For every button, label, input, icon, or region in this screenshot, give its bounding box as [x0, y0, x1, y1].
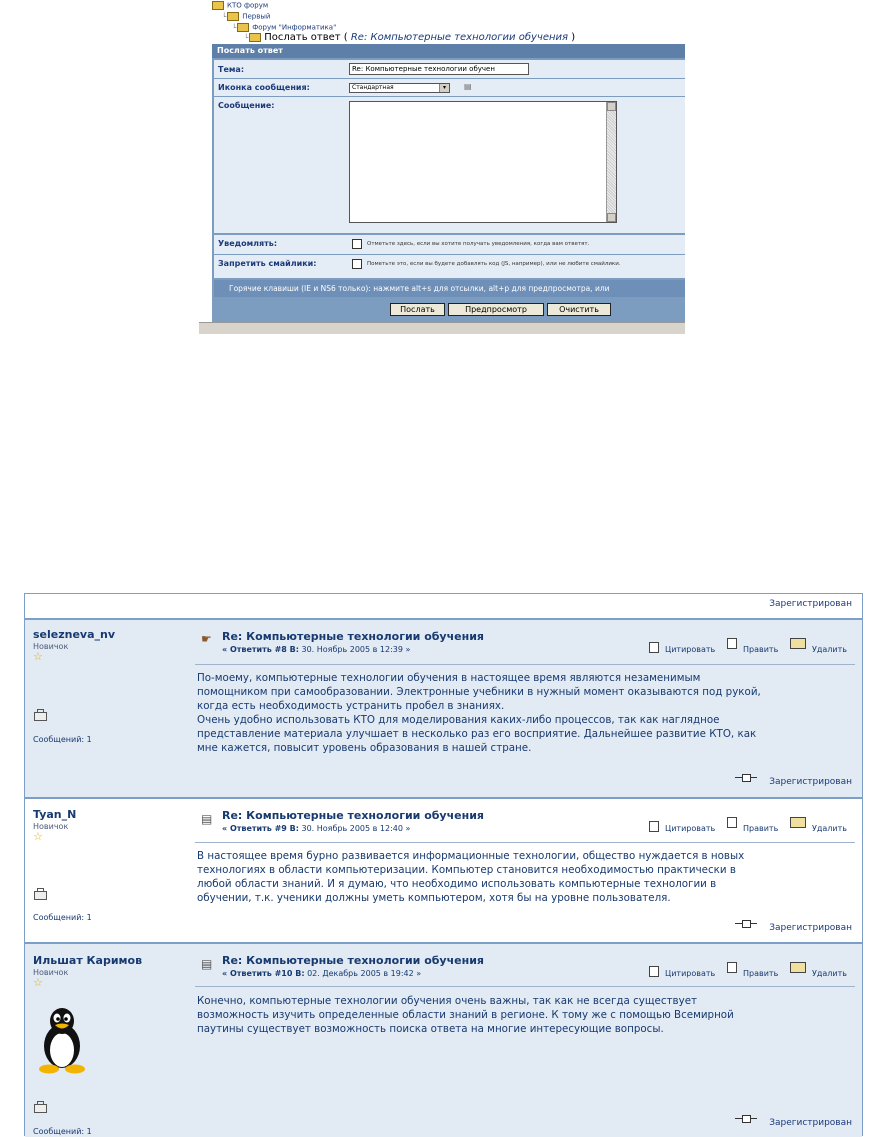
message-label: Сообщение:: [218, 101, 275, 110]
author-rank: Новичок: [33, 822, 69, 831]
post-author[interactable]: Ильшат Каримов: [33, 954, 143, 967]
quote-link[interactable]: Цитировать: [665, 969, 716, 978]
clear-button[interactable]: Очистить: [547, 303, 611, 316]
registered-label: Зарегистрирован: [769, 777, 852, 787]
edit-icon[interactable]: [727, 638, 737, 649]
rank-star-icon: ☆: [33, 830, 43, 843]
page-title: └ Послать ответ ( Re: Компьютерные технологии обучения ): [244, 32, 576, 43]
delete-icon[interactable]: [790, 638, 806, 649]
folder-icon: [249, 33, 261, 42]
forum-post: [25, 620, 862, 797]
registered-label: Зарегистрирован: [769, 599, 852, 609]
post-body: По-моему, компьютерные технологии обучения в настоящее время являются незаменимым помощником при самообразовании. Электронные учебники в нужный момент оказываются под рукой, когда есть необходимость устранить пробел в знаниях. Очень удобно использовать КТО для моделирования каких-либо процессов, так как наглядное представление материала улучшает в несколько раз его восприятие. Дальнейшее развитие КТО, как мне кажется, повысит уровень образования в нашей стране.: [197, 672, 761, 754]
quote-link[interactable]: Цитировать: [665, 824, 716, 833]
edit-icon[interactable]: [727, 962, 737, 973]
post-author[interactable]: Tyan_N: [33, 808, 77, 821]
quote-icon[interactable]: [649, 821, 659, 832]
quote-link[interactable]: Цитировать: [665, 645, 716, 654]
breadcrumb-informatics[interactable]: └ Форум "Информатика": [232, 23, 337, 32]
delete-icon[interactable]: [790, 817, 806, 828]
registered-icon: [735, 919, 757, 928]
icon-preview-icon: ▤: [464, 82, 472, 91]
post-divider: [195, 986, 855, 987]
post-meta: « Ответить #9 В: 30. Ноябрь 2005 в 12:40 »: [222, 824, 411, 833]
nosmiley-row: [214, 255, 685, 278]
reply-link[interactable]: « Ответить #10 В:: [222, 969, 305, 978]
reply-form: [212, 44, 685, 322]
folder-icon: [212, 1, 224, 10]
post-title[interactable]: Re: Компьютерные технологии обучения: [222, 954, 484, 967]
registered-label: Зарегистрирован: [769, 923, 852, 933]
window-bottom-edge: [199, 322, 685, 334]
subject-label: Тема:: [218, 65, 245, 74]
delete-icon[interactable]: [790, 962, 806, 973]
notify-label: Уведомлять:: [218, 239, 278, 248]
icon-label: Иконка сообщения:: [218, 83, 310, 92]
message-row: [214, 97, 685, 233]
reply-form-screenshot: [199, 0, 685, 334]
document-icon: ▤: [201, 957, 213, 971]
nosmiley-note: Пометьте это, если вы будете добавлять код (JS, например), или не любите смайлики.: [367, 261, 621, 267]
icon-row: [214, 79, 685, 96]
delete-link[interactable]: Удалить: [812, 969, 847, 978]
author-rank: Новичок: [33, 968, 69, 977]
post-meta: « Ответить #8 В: 30. Ноябрь 2005 в 12:39 »: [222, 645, 411, 654]
notify-row: [214, 235, 685, 254]
forum-post: [25, 799, 862, 942]
preview-button[interactable]: Предпросмотр: [448, 303, 544, 316]
notify-checkbox[interactable]: [352, 239, 362, 249]
registered-icon: [735, 1114, 757, 1123]
quote-icon[interactable]: [649, 642, 659, 653]
quote-icon[interactable]: [649, 966, 659, 977]
edit-link[interactable]: Править: [743, 645, 779, 654]
post-author[interactable]: selezneva_nv: [33, 628, 116, 641]
post-body: В настоящее время бурно развивается информационные технологии, общество нуждается в новых технологиях в области компьютеризации. Компьютер становится необходимостью практически в любой области знаний. И я думаю, что необходимо использовать компьютерные технологии в обучении, т.к. ученики должны уметь компьютером, хотя бы на уровне пользователя.: [197, 850, 745, 904]
reply-link[interactable]: « Ответить #8 В:: [222, 645, 299, 654]
post-title[interactable]: Re: Компьютерные технологии обучения: [222, 630, 484, 643]
form-header: Послать ответ: [212, 44, 685, 58]
edit-link[interactable]: Править: [743, 824, 779, 833]
forum-post: [25, 944, 862, 1137]
folder-icon: [237, 23, 249, 32]
reply-link[interactable]: « Ответить #9 В:: [222, 824, 299, 833]
post-count: Сообщений: 1: [33, 913, 92, 922]
post-meta: « Ответить #10 В: 02. Декабрь 2005 в 19:42 »: [222, 969, 422, 978]
message-textarea[interactable]: [349, 101, 617, 223]
send-button[interactable]: Послать: [390, 303, 445, 316]
message-icon[interactable]: [34, 712, 47, 721]
post-divider: [195, 664, 855, 665]
hotkeys-hint: Горячие клавиши (IE и NS6 только): нажмите alt+s для отсылки, alt+p для предпросмотра, или: [214, 280, 685, 297]
post-count: Сообщений: 1: [33, 1127, 92, 1136]
nosmiley-checkbox[interactable]: [352, 259, 362, 269]
subject-input[interactable]: Re: Компьютерные технологии обучен: [349, 63, 529, 75]
icon-select[interactable]: Стандартная ▾: [349, 83, 450, 93]
edit-icon[interactable]: [727, 817, 737, 828]
post-divider: [195, 842, 855, 843]
post-body: Конечно, компьютерные технологии обучения очень важны, так как не всегда существует возможность изучить определенные области знаний в регионе. К тому же с помощью Всемирной паутины существует возможность поиска ответа на многие интересующие вопросы.: [197, 995, 734, 1035]
post-title[interactable]: Re: Компьютерные технологии обучения: [222, 809, 484, 822]
breadcrumb-first[interactable]: └ Первый: [222, 12, 271, 21]
tux-avatar: [34, 1006, 90, 1074]
rank-star-icon: ☆: [33, 650, 43, 663]
edit-link[interactable]: Править: [743, 969, 779, 978]
document-icon: ▤: [201, 812, 213, 826]
post-count: Сообщений: 1: [33, 735, 92, 744]
delete-link[interactable]: Удалить: [812, 645, 847, 654]
thumb-up-icon: ☛: [201, 632, 212, 646]
message-scrollbar[interactable]: [606, 102, 616, 222]
registered-label: Зарегистрирован: [769, 1118, 852, 1128]
nosmiley-label: Запретить смайлики:: [218, 259, 317, 268]
message-icon[interactable]: [34, 1104, 47, 1113]
breadcrumb-forum-home[interactable]: КТО форум: [212, 1, 268, 10]
message-icon[interactable]: [34, 891, 47, 900]
chevron-down-icon: ▾: [439, 84, 449, 92]
registered-icon: [735, 773, 757, 782]
previous-post-footer: [25, 594, 862, 618]
rank-star-icon: ☆: [33, 976, 43, 989]
author-rank: Новичок: [33, 642, 69, 651]
delete-link[interactable]: Удалить: [812, 824, 847, 833]
notify-note: Отметьте здесь, если вы хотите получать уведомления, когда вам ответят.: [367, 241, 590, 247]
folder-icon: [227, 12, 239, 21]
subject-row: [214, 60, 685, 78]
forum-thread-screenshot: [24, 593, 863, 1136]
